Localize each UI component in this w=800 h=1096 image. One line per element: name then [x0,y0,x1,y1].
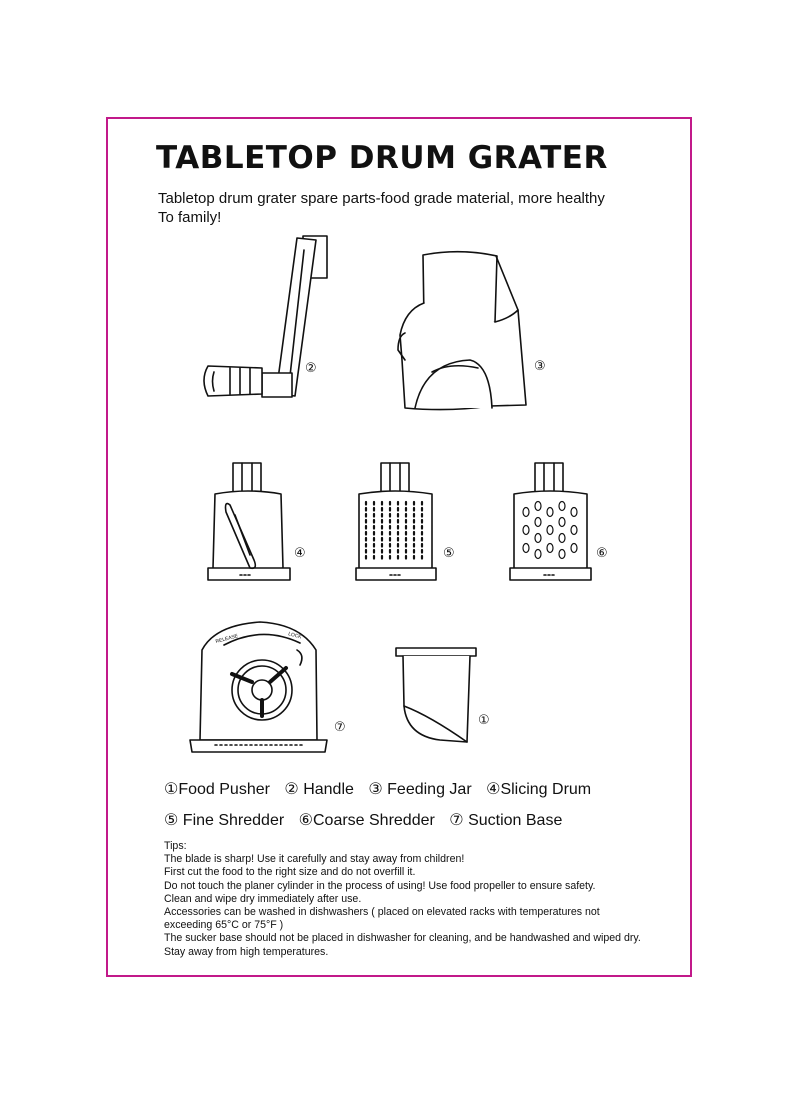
tips-section [164,840,684,959]
legend-handle: ② Handle [284,781,354,798]
tip-line: Accessories can be washed in dishwashers ( placed on elevated racks with temperatures not [164,906,600,919]
handle-number: ② [305,361,317,376]
legend-feeding-jar: ③ Feeding Jar [368,781,472,798]
coarse-shredder-illustration [510,463,591,580]
page-subtitle: Tabletop drum grater spare parts-food grade material, more healthy To family! [158,190,605,226]
slicing-drum-number: ④ [294,546,306,561]
tips-heading: Tips: [164,840,187,852]
coarse-shredder-number: ⑥ [596,546,608,561]
tip-line: Stay away from high temperatures. [164,945,329,958]
tip-line: The blade is sharp! Use it carefully and stay away from children! [164,853,465,866]
legend-row-2 [164,810,572,830]
page-title: TABLETOP DRUM GRATER [156,140,608,176]
tip-line: The sucker base should not be placed in dishwasher for cleaning, and be handwashed and wiped dry. [164,932,641,945]
base-release-label: RELEASE [214,633,239,645]
legend-coarse-shredder: ⑥Coarse Shredder [298,812,435,829]
legend-row-1 [164,779,601,799]
legend-slicing-drum: ④Slicing Drum [486,781,592,798]
tip-line: Do not touch the planer cylinder in the process of using! Use food propeller to ensure safety. [164,879,596,892]
legend-suction-base: ⑦ Suction Base [449,812,563,829]
suction-base-number: ⑦ [334,720,346,735]
legend-fine-shredder: ⑤ Fine Shredder [164,812,285,829]
food-pusher-number: ① [478,713,490,728]
slicing-drum-illustration [208,463,290,580]
tip-line: Clean and wipe dry immediately after use. [164,892,362,905]
food-pusher-illustration [396,648,476,742]
feeding-jar-illustration [398,252,526,410]
legend-food-pusher: ①Food Pusher [164,781,270,798]
fine-shredder-number: ⑤ [443,546,455,561]
tip-line: First cut the food to the right size and do not overfill it. [164,866,416,879]
feeding-jar-number: ③ [534,359,546,374]
base-lock-label: LOCK [287,631,303,641]
tip-line: exceeding 65°C or 75°F ) [164,919,284,932]
fine-shredder-illustration [356,463,436,580]
suction-base-illustration [190,622,327,752]
